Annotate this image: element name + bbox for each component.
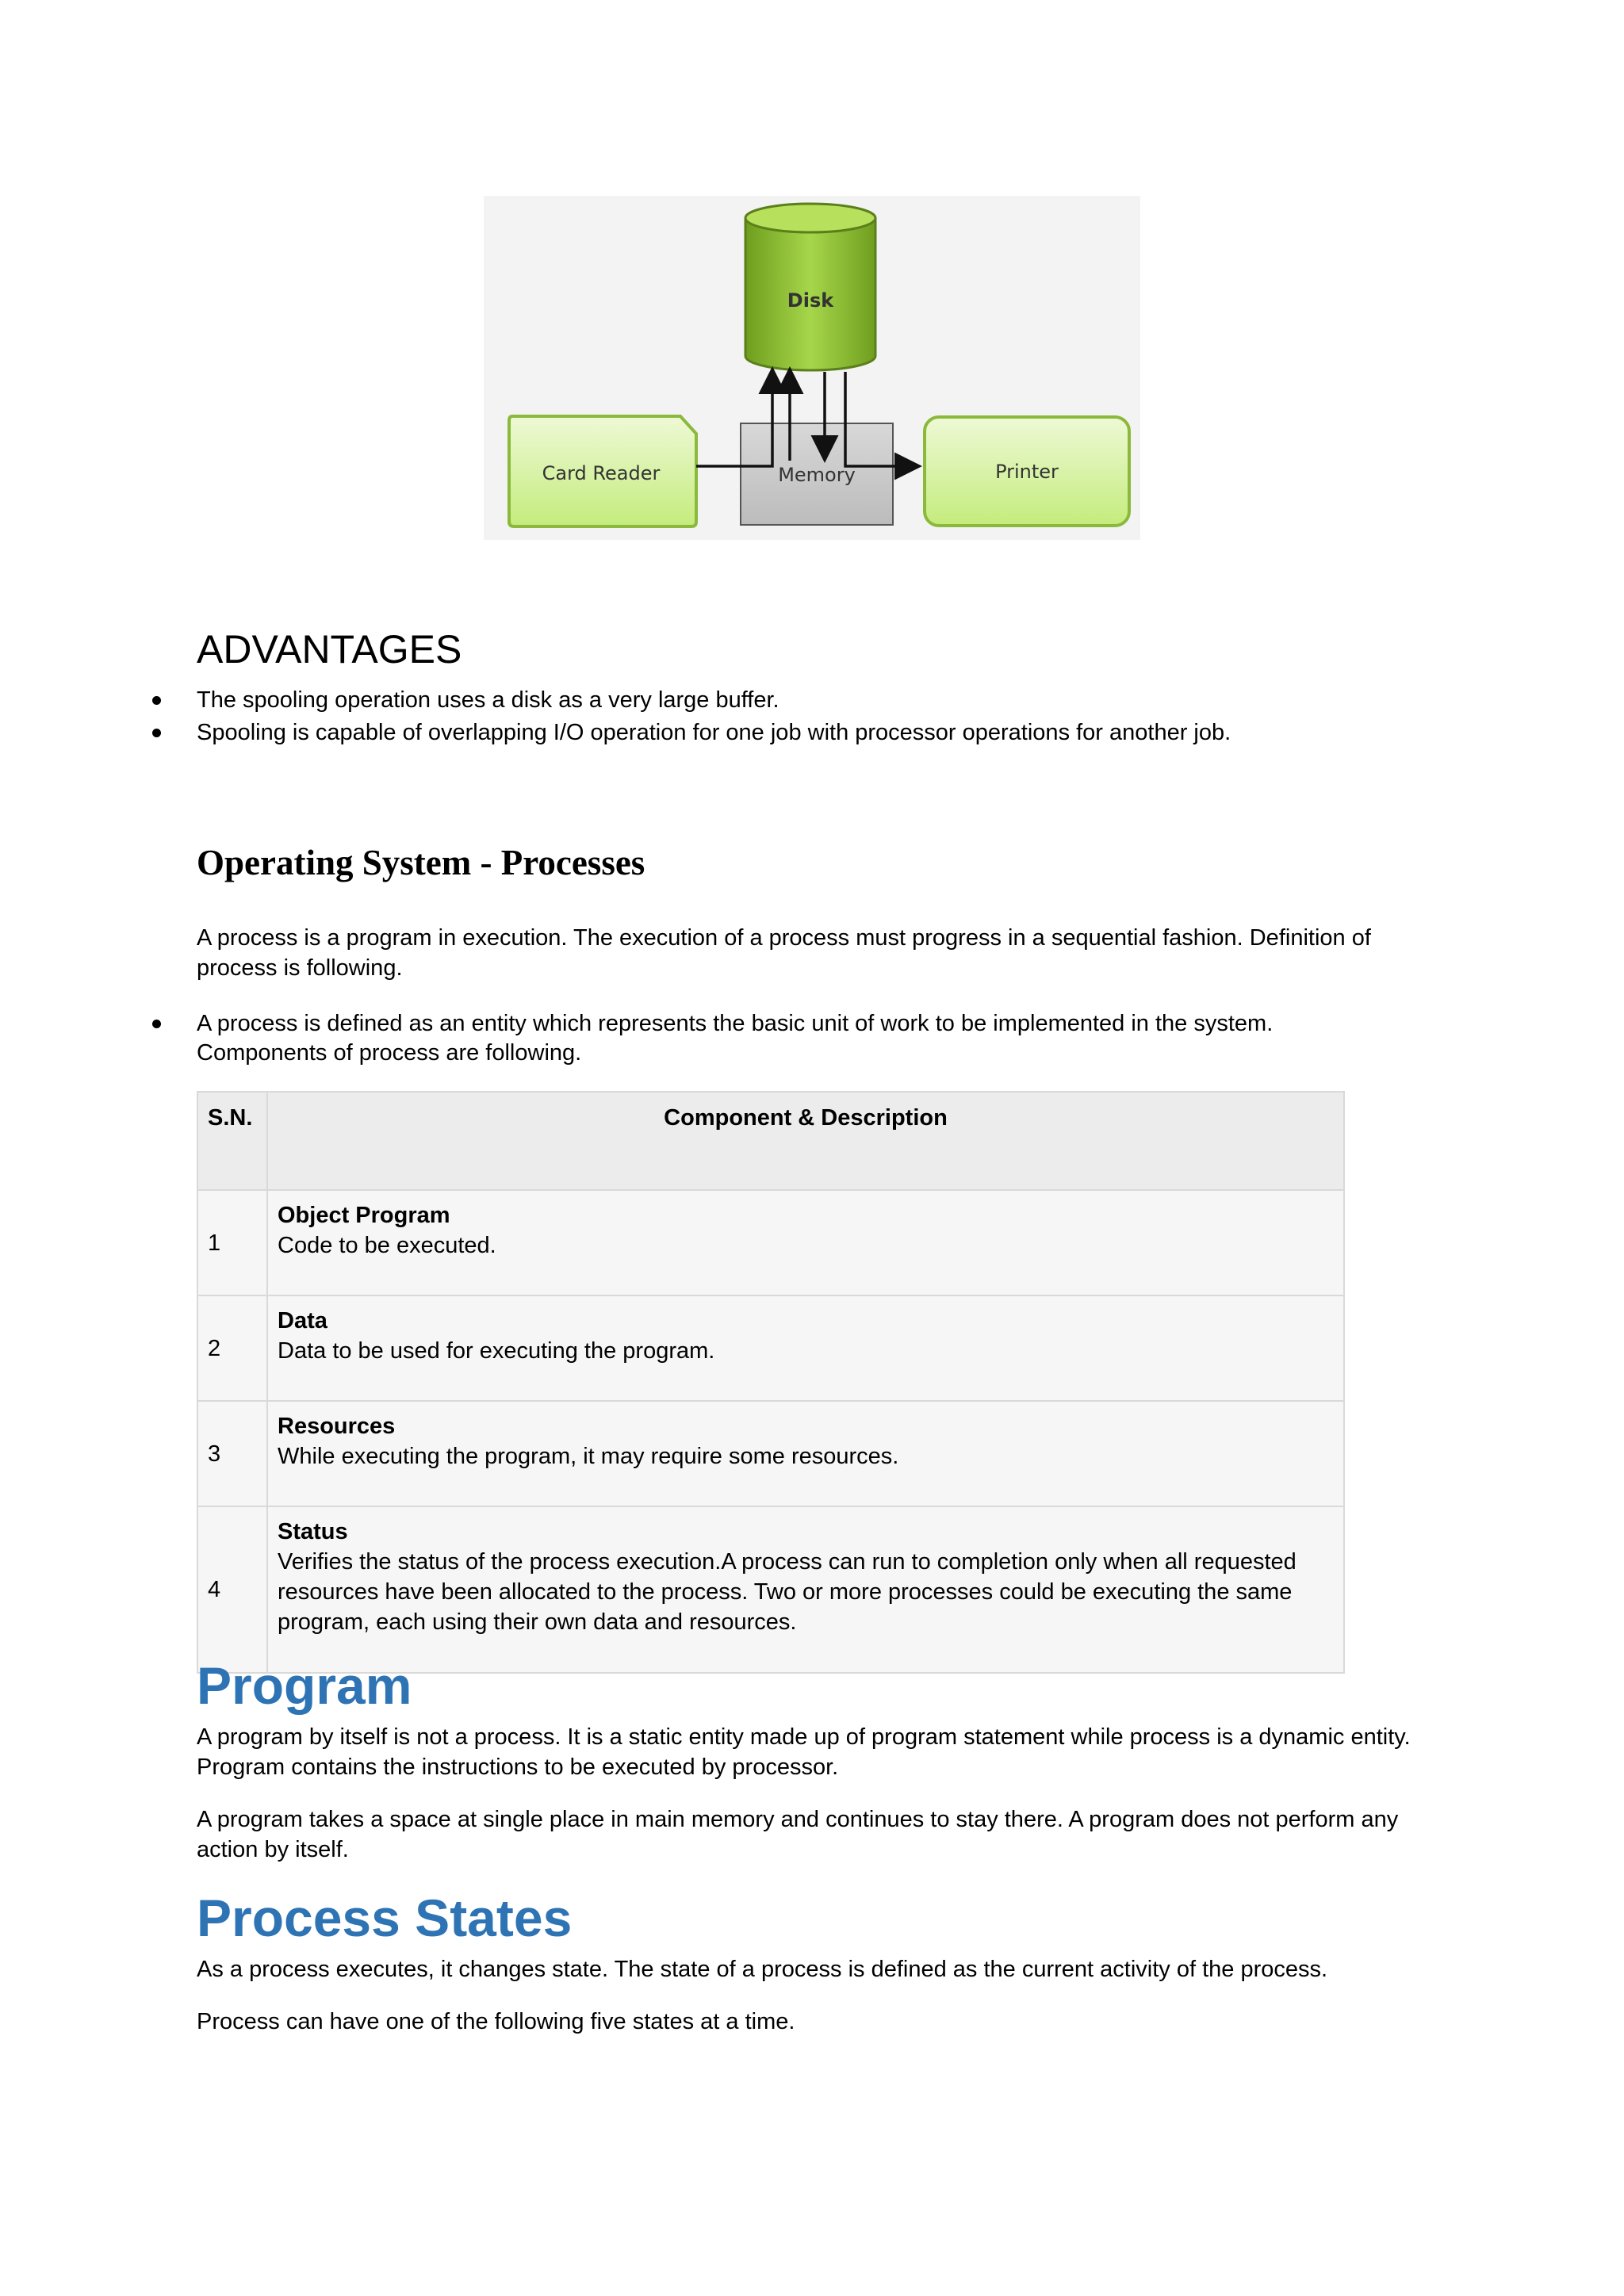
table-row	[197, 1401, 1344, 1506]
process-states-heading: Process States	[197, 1888, 573, 1947]
card-reader-box	[509, 416, 696, 526]
printer-box	[925, 417, 1129, 526]
cell-sn: 4	[197, 1506, 267, 1673]
column-header-sn: S.N.	[197, 1092, 267, 1190]
cell-sn: 2	[197, 1295, 267, 1401]
cell-description	[267, 1295, 1344, 1401]
component-name: Status	[278, 1519, 348, 1544]
disk-shape	[745, 204, 875, 370]
table-row	[197, 1506, 1344, 1673]
column-header-description: Component & Description	[267, 1092, 1344, 1190]
component-desc: Data to be used for executing the program.	[278, 1338, 715, 1364]
card-reader-label: Card Reader	[542, 462, 661, 484]
components-table	[197, 1091, 1345, 1674]
component-desc: Code to be executed.	[278, 1233, 496, 1258]
disk-label: Disk	[787, 289, 834, 312]
list-item: A process is defined as an entity which represents the basic unit of work to be implemented in the system. Components of process are following.	[197, 1009, 1386, 1068]
printer-label: Printer	[995, 461, 1059, 483]
spooling-diagram	[484, 196, 1140, 540]
advantages-heading: ADVANTAGES	[197, 627, 462, 672]
cell-sn: 1	[197, 1190, 267, 1295]
component-name: Object Program	[278, 1203, 450, 1228]
list-item: Spooling is capable of overlapping I/O operation for one job with processor operations for another job.	[197, 718, 1231, 748]
program-paragraph-2: A program takes a space at single place in main memory and continues to stay there. A program does not perform any action by itself.	[197, 1807, 1399, 1862]
list-item: The spooling operation uses a disk as a very large buffer.	[197, 686, 779, 715]
cell-sn: 3	[197, 1401, 267, 1506]
table-header-row	[197, 1092, 1344, 1190]
program-heading: Program	[197, 1656, 412, 1715]
memory-label: Memory	[778, 464, 856, 486]
component-desc: Verifies the status of the process execution.A process can run to completion only when all requested resources have been allocated to the process. Two or more processes could be executing the same program, each using their own data and resources.	[278, 1549, 1297, 1635]
processes-intro: A process is a program in execution. The execution of a process must progress in a sequential fashion. Definition of process is following.	[197, 925, 1371, 981]
states-paragraph-2: Process can have one of the following five states at a time.	[197, 2009, 795, 2034]
cell-description	[267, 1506, 1344, 1673]
states-paragraph-1: As a process executes, it changes state. The state of a process is defined as the current activity of the process.	[197, 1957, 1328, 1982]
component-name: Data	[278, 1308, 327, 1334]
memory-box	[741, 423, 893, 525]
table-row	[197, 1295, 1344, 1401]
cell-description	[267, 1401, 1344, 1506]
program-paragraph-1: A program by itself is not a process. It is a static entity made up of program statement while process is a dynamic entity. Program contains the instructions to be executed by processor.	[197, 1724, 1411, 1780]
cell-description	[267, 1190, 1344, 1295]
component-desc: While executing the program, it may require some resources.	[278, 1444, 899, 1469]
component-name: Resources	[278, 1414, 396, 1439]
processes-heading: Operating System - Processes	[197, 843, 645, 882]
table-row	[197, 1190, 1344, 1295]
